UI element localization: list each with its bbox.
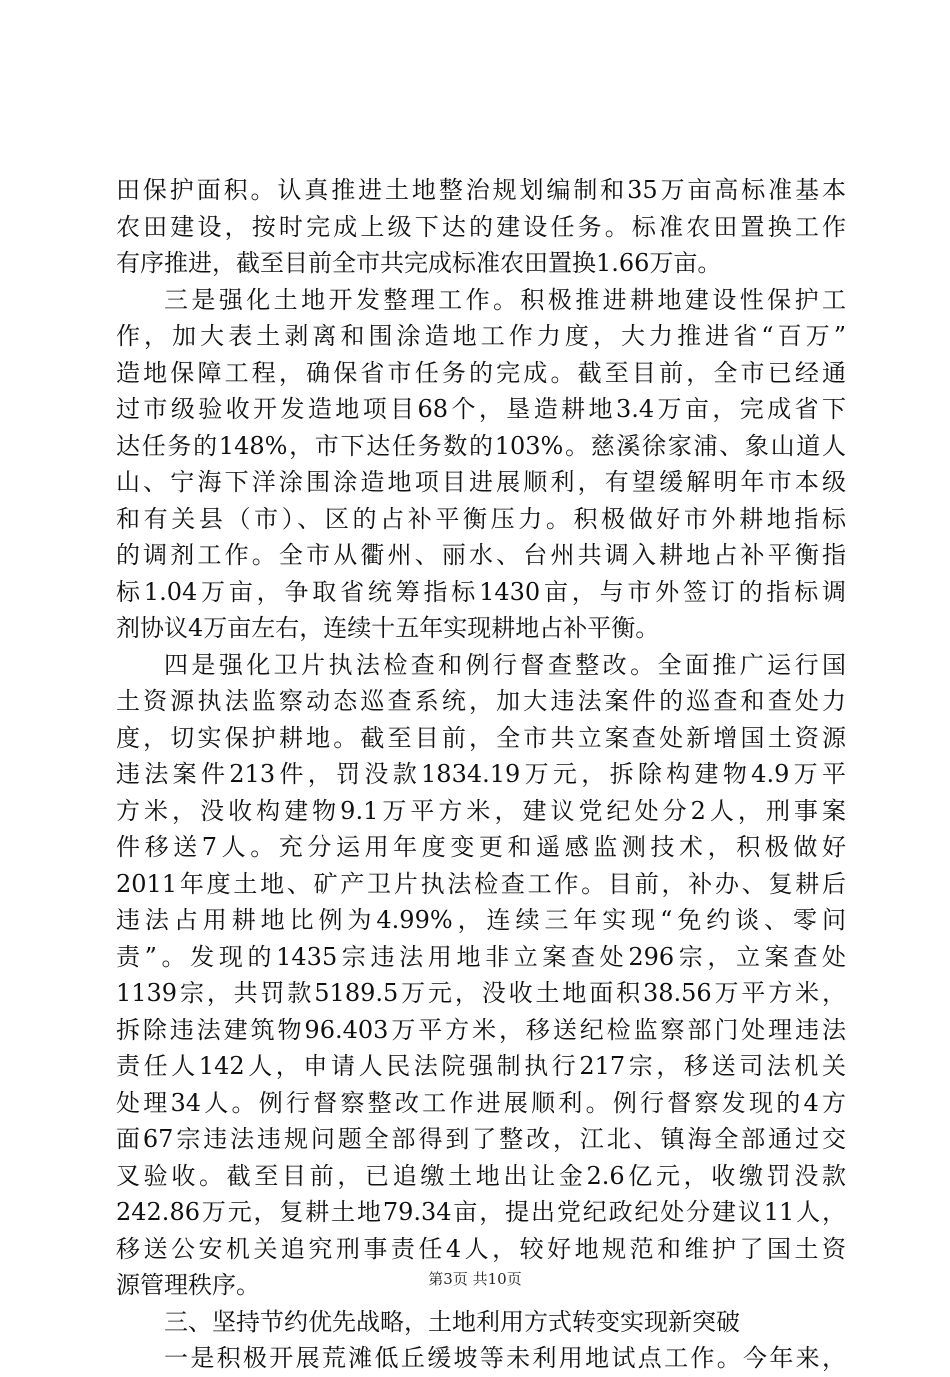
text-line: 作，加大表土剥离和围涂造地工作力度，大力推进省“百万” bbox=[116, 322, 846, 350]
text-line: 责”。发现的1435宗违法用地非立案查处296宗，立案查处 bbox=[116, 942, 846, 971]
section-heading: 三、坚持节约优先战略，土地利用方式转变实现新突破 bbox=[164, 1307, 740, 1336]
text-line: 处理34人。例行督察整改工作进展顺利。例行督察发现的4方 bbox=[116, 1088, 846, 1117]
text-line: 面67宗违法违规问题全部得到了整改，江北、镇海全部通过交 bbox=[116, 1125, 846, 1153]
text-line: 田保护面积。认真推进土地整治规划编制和35万亩高标准基本 bbox=[116, 176, 846, 204]
text-line: 和有关县（市）、区的占补平衡压力。积极做好市外耕地指标 bbox=[116, 504, 846, 533]
text-line: 责任人142人，申请人民法院强制执行217宗，移送司法机关 bbox=[116, 1052, 846, 1080]
paragraph-start-line: 三是强化土地开发整理工作。积极推进耕地建设性保护工 bbox=[164, 285, 846, 314]
text-line: 移送公安机关追究刑事责任4人，较好地规范和维护了国土资 bbox=[116, 1234, 846, 1263]
text-line: 农田建设，按时完成上级下达的建设任务。标准农田置换工作 bbox=[116, 212, 846, 241]
text-line: 拆除违法建筑物96.403万平方米，移送纪检监察部门处理违法 bbox=[116, 1015, 846, 1044]
text-line: 土资源执法监察动态巡查系统，加大违法案件的巡查和查处力 bbox=[116, 687, 846, 715]
text-line: 件移送7人。充分运用年度变更和遥感监测技术，积极做好 bbox=[116, 833, 846, 861]
text-line: 1139宗，共罚款5189.5万元，没收土地面积38.56万平方米， bbox=[116, 979, 846, 1007]
text-line: 违法占用耕地比例为4.99%，连续三年实现“免约谈、零问 bbox=[116, 906, 846, 934]
text-line: 叉验收。截至目前，已追缴土地出让金2.6亿元，收缴罚没款 bbox=[116, 1161, 846, 1190]
text-line: 的调剂工作。全市从衢州、丽水、台州共调入耕地占补平衡指 bbox=[116, 541, 846, 569]
text-line: 违法案件213件，罚没款1834.19万元，拆除构建物4.9万平 bbox=[116, 760, 846, 788]
text-line: 标1.04万亩，争取省统筹指标1430亩，与市外签订的指标调 bbox=[116, 577, 846, 606]
body-text bbox=[116, 172, 846, 1377]
text-line: 有序推进，截至目前全市共完成标准农田置换1.66万亩。 bbox=[116, 249, 722, 277]
paragraph-start-line: 一是积极开展荒滩低丘缓坡等未利用地试点工作。今年来， bbox=[164, 1344, 846, 1372]
text-line: 剂协议4万亩左右，连续十五年实现耕地占补平衡。 bbox=[116, 614, 660, 642]
page-number-footer: 第3页 共10页 bbox=[428, 1270, 522, 1288]
text-line: 达任务的148%，市下达任务数的103%。慈溪徐家浦、象山道人 bbox=[116, 431, 846, 460]
paragraph-start-line: 四是强化卫片执法检查和例行督查整改。全面推广运行国 bbox=[164, 650, 846, 679]
text-line: 造地保障工程，确保省市任务的完成。截至目前，全市已经通 bbox=[116, 358, 846, 387]
text-line: 山、宁海下洋涂围涂造地项目进展顺利，有望缓解明年市本级 bbox=[116, 468, 846, 496]
text-line: 过市级验收开发造地项目68个，垦造耕地3.4万亩，完成省下 bbox=[116, 395, 846, 423]
text-line: 242.86万元，复耕土地79.34亩，提出党纪政纪处分建议11人， bbox=[116, 1198, 846, 1226]
text-line: 方米，没收构建物9.1万平方米，建议党纪处分2人，刑事案 bbox=[116, 796, 846, 825]
text-line: 源管理秩序。 bbox=[116, 1271, 260, 1299]
text-line: 度，切实保护耕地。截至目前，全市共立案查处新增国土资源 bbox=[116, 723, 846, 752]
text-line: 2011年度土地、矿产卫片执法检查工作。目前，补办、复耕后 bbox=[116, 869, 846, 898]
